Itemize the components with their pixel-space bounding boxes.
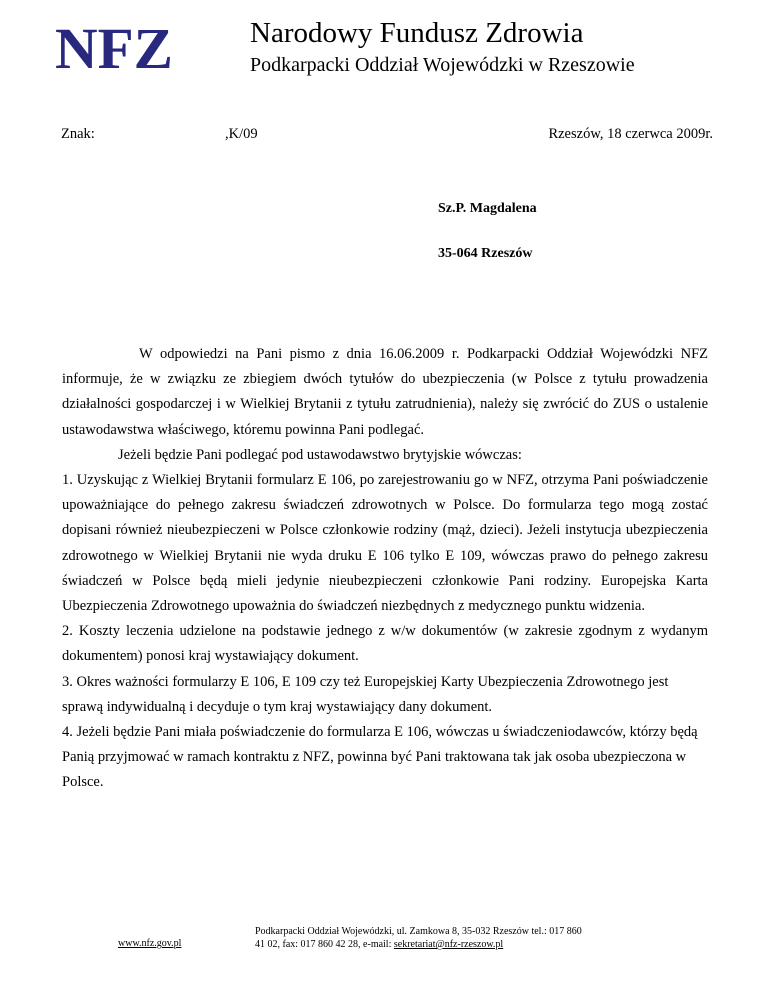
paragraph-point-2: 2. Koszty leczenia udzielone na podstawie jednego z w/w dokumentów (w zakresie zgodnym z wydanym dokumentem) ponosi kraj wystawiający dokument. xyxy=(62,623,708,665)
reference-label: Znak: xyxy=(61,126,95,142)
paragraph-point-1: 1. Uzyskując z Wielkiej Brytanii formularz E 106, po zarejestrowaniu go w NFZ, otrzyma Pani poświadczenie upoważniające do pełnego zakresu świadczeń zdrowotnych w Polsce. Do formularza tego mogą zostać dopisani również nieubezpieczeni w Polsce członkowie rodziny (mąż, dzieci). Jeżeli instytucja ubezpieczenia zdrowotnego w Wielkiej Brytanii nie wyda druku E 106 tylko E 109, wówczas prawo do pełnego zakresu świadczeń w Polsce będą mieli jedynie nieubezpieczeni członkowie Pani rodziny. Europejska Karta Ubezpieczenia Zdrowotnego upoważnia do świadczeń niezbędnych z medycznego punktu widzenia. xyxy=(62,472,708,615)
paragraph-point-3: 3. Okres ważności formularzy E 106, E 109 czy też Europejskiej Karty Ubezpieczenia Zdrowotnego jest sprawą indywidualną i decyduje o tym kraj wystawiający dany dokument. xyxy=(62,673,669,715)
reference-number: ,K/09 xyxy=(225,126,258,142)
footer-address-text: Podkarpacki Oddział Wojewódzki, ul. Zamkowa 8, 35-032 Rzeszów tel.: 017 860 41 02, fax: 017 860 42 28, e-mail: xyxy=(255,926,582,950)
recipient-name: Sz.P. Magdalena xyxy=(438,201,537,216)
recipient-city: 35-064 Rzeszów xyxy=(438,246,533,261)
paragraph-point-4: 4. Jeżeli będzie Pani miała poświadczenie do formularza E 106, wówczas u świadczeniodawców, którzy będą Panią przyjmować w ramach kontraktu z NFZ, powinna być Pani traktowana tak jak osoba ubezpieczona w Polsce. xyxy=(62,724,698,791)
footer-email-link[interactable]: sekretariat@nfz-rzeszow.pl xyxy=(393,939,504,950)
letter-body xyxy=(62,342,708,796)
footer-address xyxy=(255,925,585,951)
place-and-date: Rzeszów, 18 czerwca 2009r. xyxy=(548,126,713,142)
organization-name: Narodowy Fundusz Zdrowia xyxy=(250,17,584,49)
paragraph-condition: Jeżeli będzie Pani podlegać pod ustawodawstwo brytyjskie wówczas: xyxy=(118,446,522,463)
nfz-logo-text: NFZ xyxy=(55,18,173,74)
organization-department: Podkarpacki Oddział Wojewódzki w Rzeszowie xyxy=(250,54,635,76)
paragraph-intro: W odpowiedzi na Pani pismo z dnia 16.06.2009 r. Podkarpacki Oddział Wojewódzki NFZ informuje, że w związku ze zbiegiem dwóch tytułów do ubezpieczenia (w Polsce z tytułu prowadzenia działalności gospodarczej i w Wielkiej Brytanii z tytułu zatrudnienia), należy się zwrócić do ZUS o ustalenie ustawodawstwa właściwego, któremu powinna Pani podlegać. xyxy=(62,346,708,438)
nfz-logo xyxy=(55,18,175,74)
footer-website-link[interactable]: www.nfz.gov.pl xyxy=(118,938,182,949)
